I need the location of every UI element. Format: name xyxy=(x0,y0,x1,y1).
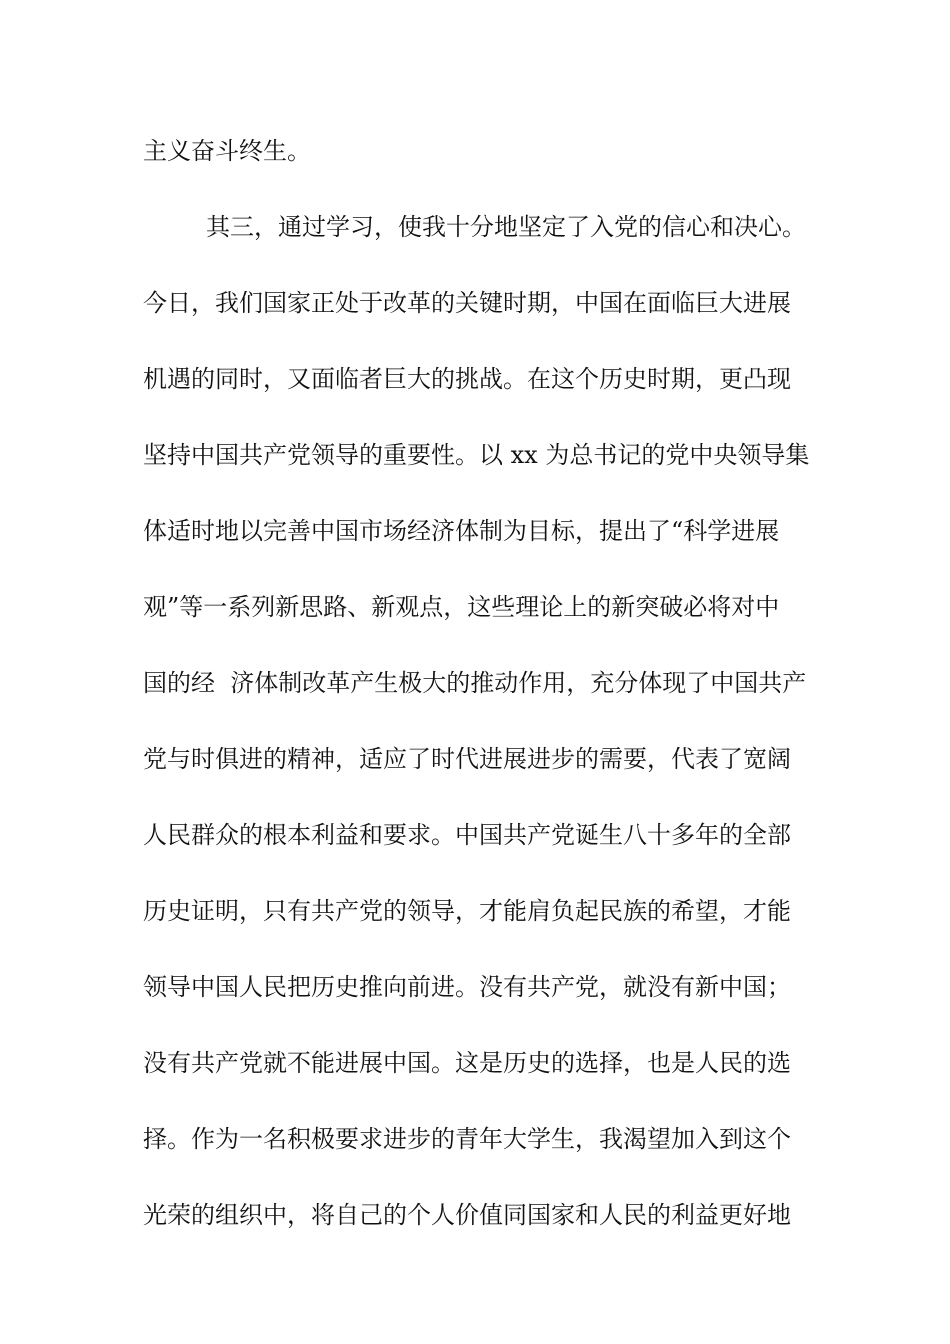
text-line-3: 今日，我们国家正处于改革的关键时期，中国在面临巨大进展 xyxy=(143,289,791,317)
text-line-1: 主义奋斗终生。 xyxy=(143,137,311,165)
text-line-14: 择。作为一名积极要求进步的青年大学生，我渴望加入到这个 xyxy=(143,1125,791,1153)
text-line-10: 人民群众的根本利益和要求。中国共产党诞生八十多年的全部 xyxy=(143,821,791,849)
text-line-12: 领导中国人民把历史推向前进。没有共产党，就没有新中国； xyxy=(143,973,791,1001)
text-line-7: 观”等一系列新思路、新观点，这些理论上的新突破必将对中 xyxy=(143,593,780,621)
text-line-6: 体适时地以完善中国市场经济体制为目标，提出了“科学进展 xyxy=(143,517,780,545)
text-line-8: 国的经 济体制改革产生极大的推动作用，充分体现了中国共产 xyxy=(143,669,807,697)
text-line-11: 历史证明，只有共产党的领导，才能肩负起民族的希望，才能 xyxy=(143,897,791,925)
text-line-2: 其三，通过学习，使我十分地坚定了入党的信心和决心。 xyxy=(206,213,806,241)
text-line-13: 没有共产党就不能进展中国。这是历史的选择，也是人民的选 xyxy=(143,1049,791,1077)
text-line-5: 坚持中国共产党领导的重要性。以 xx 为总书记的党中央领导集 xyxy=(143,441,810,469)
text-line-15: 光荣的组织中，将自己的个人价值同国家和人民的利益更好地 xyxy=(143,1201,791,1229)
text-line-4: 机遇的同时，又面临者巨大的挑战。在这个历史时期，更凸现 xyxy=(143,365,791,393)
text-line-9: 党与时俱进的精神，适应了时代进展进步的需要，代表了宽阔 xyxy=(143,745,791,773)
